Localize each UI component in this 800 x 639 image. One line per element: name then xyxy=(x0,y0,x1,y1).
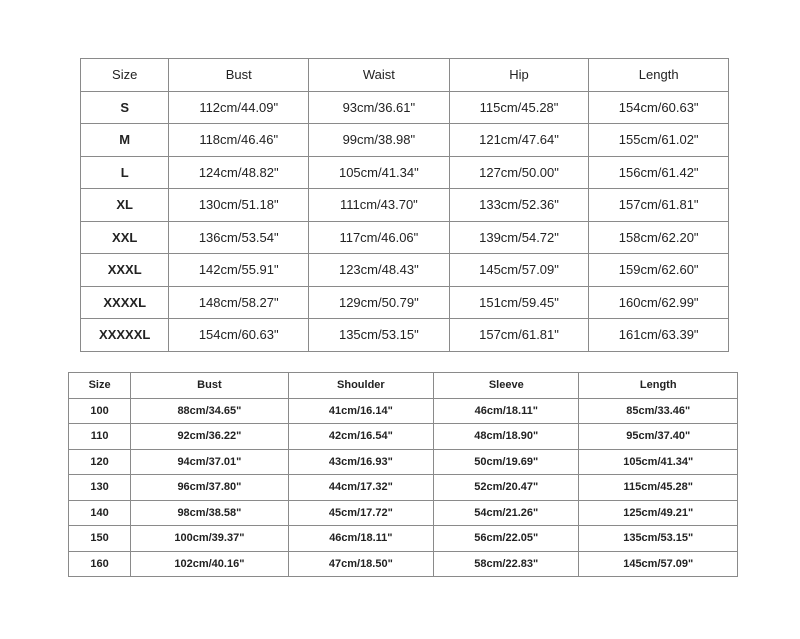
table-row xyxy=(69,424,738,450)
measurement-cell: 157cm/61.81" xyxy=(589,189,729,222)
measurement-cell: 123cm/48.43" xyxy=(309,254,450,287)
table-header-row xyxy=(81,59,729,92)
measurement-cell: 115cm/45.28" xyxy=(449,91,589,124)
size-cell: XXXXL xyxy=(81,286,169,319)
measurement-cell: 88cm/34.65" xyxy=(131,398,288,424)
measurement-cell: 43cm/16.93" xyxy=(288,449,433,475)
measurement-cell: 159cm/62.60" xyxy=(589,254,729,287)
measurement-cell: 94cm/37.01" xyxy=(131,449,288,475)
measurement-cell: 158cm/62.20" xyxy=(589,221,729,254)
table-row xyxy=(81,319,729,352)
measurement-cell: 56cm/22.05" xyxy=(434,526,579,552)
measurement-cell: 41cm/16.14" xyxy=(288,398,433,424)
size-cell: L xyxy=(81,156,169,189)
measurement-cell: 92cm/36.22" xyxy=(131,424,288,450)
measurement-cell: 129cm/50.79" xyxy=(309,286,450,319)
measurement-cell: 135cm/53.15" xyxy=(309,319,450,352)
measurement-cell: 160cm/62.99" xyxy=(589,286,729,319)
measurement-cell: 148cm/58.27" xyxy=(169,286,309,319)
measurement-cell: 102cm/40.16" xyxy=(131,551,288,577)
measurement-cell: 44cm/17.32" xyxy=(288,475,433,501)
size-cell: XL xyxy=(81,189,169,222)
measurement-cell: 142cm/55.91" xyxy=(169,254,309,287)
measurement-cell: 154cm/60.63" xyxy=(169,319,309,352)
table-row xyxy=(69,500,738,526)
measurement-cell: 161cm/63.39" xyxy=(589,319,729,352)
size-cell: XXXL xyxy=(81,254,169,287)
column-header-size: Size xyxy=(69,373,131,399)
table-row xyxy=(81,254,729,287)
measurement-cell: 45cm/17.72" xyxy=(288,500,433,526)
measurement-cell: 46cm/18.11" xyxy=(434,398,579,424)
size-cell: XXL xyxy=(81,221,169,254)
measurement-cell: 85cm/33.46" xyxy=(579,398,738,424)
size-cell: 120 xyxy=(69,449,131,475)
measurement-cell: 52cm/20.47" xyxy=(434,475,579,501)
measurement-cell: 100cm/39.37" xyxy=(131,526,288,552)
measurement-cell: 125cm/49.21" xyxy=(579,500,738,526)
measurement-cell: 155cm/61.02" xyxy=(589,124,729,157)
column-header-waist: Waist xyxy=(309,59,450,92)
measurement-cell: 154cm/60.63" xyxy=(589,91,729,124)
column-header-hip: Hip xyxy=(449,59,589,92)
measurement-cell: 156cm/61.42" xyxy=(589,156,729,189)
measurement-cell: 136cm/53.54" xyxy=(169,221,309,254)
table-row xyxy=(69,475,738,501)
column-header-sleeve: Sleeve xyxy=(434,373,579,399)
measurement-cell: 96cm/37.80" xyxy=(131,475,288,501)
size-cell: 160 xyxy=(69,551,131,577)
measurement-cell: 133cm/52.36" xyxy=(449,189,589,222)
measurement-cell: 121cm/47.64" xyxy=(449,124,589,157)
measurement-cell: 118cm/46.46" xyxy=(169,124,309,157)
measurement-cell: 50cm/19.69" xyxy=(434,449,579,475)
table-row xyxy=(81,124,729,157)
table-row xyxy=(69,551,738,577)
table-row xyxy=(81,221,729,254)
table-row xyxy=(69,526,738,552)
table-row xyxy=(69,449,738,475)
measurement-cell: 58cm/22.83" xyxy=(434,551,579,577)
measurement-cell: 112cm/44.09" xyxy=(169,91,309,124)
adult-size-chart-table xyxy=(80,58,729,352)
table-row xyxy=(81,91,729,124)
size-cell: S xyxy=(81,91,169,124)
column-header-length: Length xyxy=(589,59,729,92)
measurement-cell: 115cm/45.28" xyxy=(579,475,738,501)
size-cell: XXXXXL xyxy=(81,319,169,352)
measurement-cell: 145cm/57.09" xyxy=(579,551,738,577)
size-cell: 150 xyxy=(69,526,131,552)
table-row xyxy=(81,189,729,222)
kids-size-chart-table xyxy=(68,372,738,577)
measurement-cell: 151cm/59.45" xyxy=(449,286,589,319)
kids-size-chart-body xyxy=(69,373,738,577)
measurement-cell: 111cm/43.70" xyxy=(309,189,450,222)
table-row xyxy=(69,398,738,424)
adult-size-chart-body xyxy=(81,59,729,352)
measurement-cell: 48cm/18.90" xyxy=(434,424,579,450)
size-cell: M xyxy=(81,124,169,157)
measurement-cell: 54cm/21.26" xyxy=(434,500,579,526)
column-header-bust: Bust xyxy=(169,59,309,92)
measurement-cell: 95cm/37.40" xyxy=(579,424,738,450)
measurement-cell: 99cm/38.98" xyxy=(309,124,450,157)
measurement-cell: 105cm/41.34" xyxy=(309,156,450,189)
measurement-cell: 130cm/51.18" xyxy=(169,189,309,222)
column-header-shoulder: Shoulder xyxy=(288,373,433,399)
measurement-cell: 139cm/54.72" xyxy=(449,221,589,254)
measurement-cell: 117cm/46.06" xyxy=(309,221,450,254)
size-cell: 130 xyxy=(69,475,131,501)
size-cell: 110 xyxy=(69,424,131,450)
measurement-cell: 145cm/57.09" xyxy=(449,254,589,287)
measurement-cell: 93cm/36.61" xyxy=(309,91,450,124)
column-header-bust: Bust xyxy=(131,373,288,399)
measurement-cell: 124cm/48.82" xyxy=(169,156,309,189)
size-cell: 100 xyxy=(69,398,131,424)
table-header-row xyxy=(69,373,738,399)
column-header-size: Size xyxy=(81,59,169,92)
measurement-cell: 98cm/38.58" xyxy=(131,500,288,526)
measurement-cell: 47cm/18.50" xyxy=(288,551,433,577)
table-row xyxy=(81,156,729,189)
measurement-cell: 135cm/53.15" xyxy=(579,526,738,552)
measurement-cell: 46cm/18.11" xyxy=(288,526,433,552)
measurement-cell: 42cm/16.54" xyxy=(288,424,433,450)
table-row xyxy=(81,286,729,319)
column-header-length: Length xyxy=(579,373,738,399)
measurement-cell: 105cm/41.34" xyxy=(579,449,738,475)
size-cell: 140 xyxy=(69,500,131,526)
measurement-cell: 127cm/50.00" xyxy=(449,156,589,189)
measurement-cell: 157cm/61.81" xyxy=(449,319,589,352)
